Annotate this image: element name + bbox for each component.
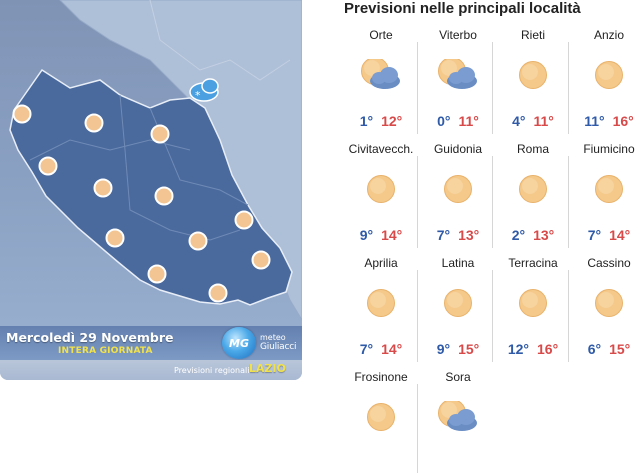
city-forecast-aprilia (343, 228, 419, 357)
footer-region: LAZIO (249, 362, 286, 375)
sun-icon (361, 173, 401, 205)
temp-min: 11° (584, 113, 605, 129)
cloud-sun-icon (438, 401, 478, 433)
temp-min: 0° (437, 113, 451, 129)
sun-icon (210, 285, 227, 302)
temperature-range (571, 341, 640, 357)
sun-icon (361, 287, 401, 319)
column-divider (568, 270, 569, 362)
sun-icon (361, 401, 401, 433)
sun-icon (152, 126, 169, 143)
temp-max: 14° (381, 341, 403, 357)
city-forecast-guidonia (420, 114, 496, 243)
temp-max: 14° (381, 227, 403, 243)
forecast-date: Mercoledì 29 Novembre (6, 330, 174, 345)
temp-min: 4° (512, 113, 526, 129)
temp-min: 12° (507, 341, 529, 357)
lazio-map (0, 0, 302, 380)
sun-icon (236, 212, 253, 229)
temp-min: 7° (359, 341, 374, 357)
city-name: Terracina (508, 256, 558, 270)
cloud-sun-icon (438, 59, 478, 91)
temp-max: 13° (458, 227, 480, 243)
column-divider (417, 384, 418, 473)
temp-min: 9° (436, 341, 451, 357)
temp-max: 13° (533, 227, 555, 243)
city-name: Civitavecch. (348, 142, 414, 156)
temperature-range (495, 341, 571, 357)
logo-brand: Giuliacci (260, 342, 297, 352)
temp-max: 15° (458, 341, 480, 357)
city-forecast-cassino (571, 228, 640, 357)
temp-min: 7° (436, 227, 451, 243)
sun-icon (589, 287, 629, 319)
sun-icon (513, 173, 553, 205)
city-name: Roma (516, 142, 549, 156)
city-name: Guidonia (433, 142, 483, 156)
city-name: Sora (445, 370, 471, 384)
temp-min: 2° (511, 227, 526, 243)
city-name: Cassino (587, 256, 631, 270)
temp-max: 16° (537, 341, 559, 357)
temp-max: 11° (533, 113, 554, 129)
city-forecast-latina (420, 228, 496, 357)
cloud-sun-icon (361, 59, 401, 91)
sun-icon (438, 173, 478, 205)
sun-icon (438, 287, 478, 319)
sun-icon (589, 173, 629, 205)
sun-icon (86, 115, 103, 132)
logo-text: meteo (260, 333, 286, 342)
city-name: Viterbo (439, 28, 477, 42)
temp-max: 11° (458, 113, 479, 129)
temp-min: 9° (359, 227, 374, 243)
temp-max: 14° (609, 227, 631, 243)
footer-label: Previsioni regionali (174, 366, 250, 375)
temp-max: 12° (381, 113, 403, 129)
sun-icon (107, 230, 124, 247)
city-forecast-civitavecch (343, 114, 419, 243)
city-forecast-terracina (495, 228, 571, 357)
temp-min: 7° (587, 227, 602, 243)
sun-icon (95, 180, 112, 197)
city-forecast-anzio (571, 0, 640, 129)
temp-max: 15° (609, 341, 631, 357)
city-forecast-sora (420, 342, 496, 452)
sun-icon (513, 287, 553, 319)
logo-mark: MG (229, 337, 249, 350)
city-forecast-roma (495, 114, 571, 243)
city-name: Anzio (593, 28, 625, 42)
sun-icon (190, 233, 207, 250)
temp-min: 1° (359, 113, 374, 129)
forecast-period: INTERA GIORNATA (58, 346, 153, 356)
city-name: Frosinone (354, 370, 408, 384)
city-forecast-viterbo (420, 0, 496, 129)
sun-icon (156, 188, 173, 205)
sun-icon (14, 106, 31, 123)
city-name: Fiumicino (583, 142, 635, 156)
city-name: Latina (441, 256, 475, 270)
sun-icon (589, 59, 629, 91)
regional-map-panel (0, 0, 302, 380)
city-name: Aprilia (364, 256, 398, 270)
city-forecast-frosinone (343, 342, 419, 452)
city-forecast-rieti (495, 0, 571, 129)
temp-min: 6° (587, 341, 602, 357)
sun-icon (253, 252, 270, 269)
city-name: Rieti (520, 28, 545, 42)
city-forecast-fiumicino (571, 114, 640, 243)
svg-text:*: * (195, 89, 201, 102)
forecast-title: Previsioni nelle principali località (344, 0, 581, 17)
sun-icon (149, 266, 166, 283)
temp-max: 16° (612, 113, 634, 129)
city-forecast-orte (343, 0, 419, 129)
city-name: Orte (369, 28, 393, 42)
sun-icon (40, 158, 57, 175)
sun-icon (513, 59, 553, 91)
